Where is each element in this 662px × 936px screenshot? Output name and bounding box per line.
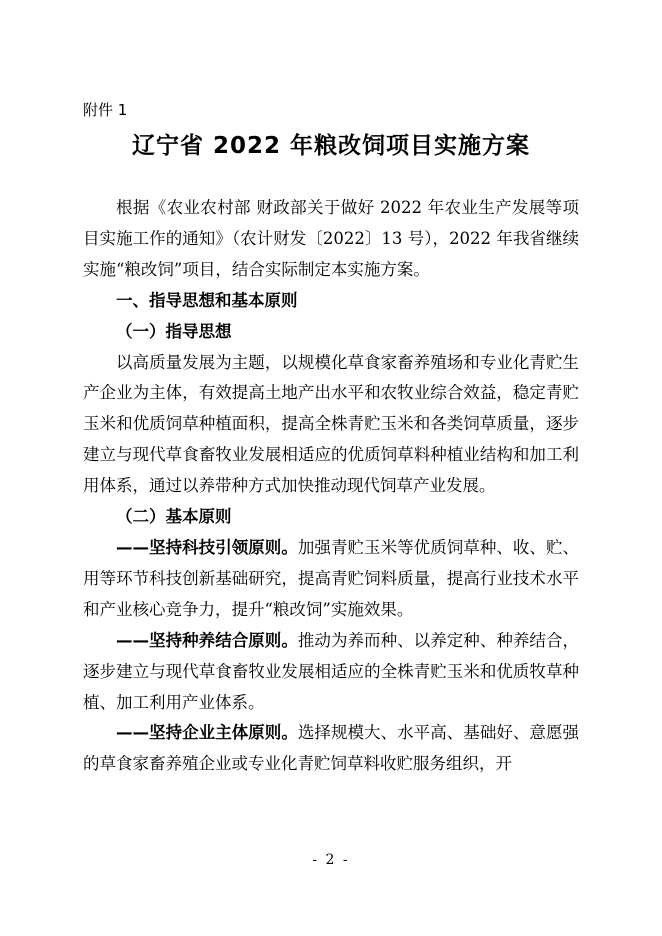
principle-lead: ——坚持科技引领原则。 xyxy=(116,537,298,557)
subsection-heading: （二）基本原则 xyxy=(116,507,232,527)
intro-paragraph: 根据《农业农村部 财政部关于做好 2022 年农业生产发展等项目实施工作的通知》（农计财发〔2022〕13 号），2022 年我省继续实施“粮改饲”项目，结合实际制定本实施方案。 xyxy=(83,198,579,279)
principle-paragraph xyxy=(83,718,579,780)
section-heading: 一、指导思想和基本原则 xyxy=(116,290,298,310)
principle-text: 选择规模大、水平高、基础好、意愿强的草食家畜养殖企业或专业化青贮饲草料收贮服务组织，开 xyxy=(83,723,580,774)
document-title: 辽宁省 2022 年粮改饲项目实施方案 xyxy=(131,133,531,159)
principle-lead: ——坚持种养结合原则。 xyxy=(116,630,298,650)
principle-text: 推动为养而种、以养定种、种养结合，逐步建立与现代草食畜牧业发展相适应的全株青贮玉米和优质牧草种植、加工利用产业体系。 xyxy=(83,630,580,712)
guiding-ideology-paragraph: 以高质量发展为主题，以规模化草食家畜养殖场和专业化青贮生产企业为主体，有效提高土地产出水平和农牧业综合效益，稳定青贮玉米和优质饲草种植面积，提高全株青贮玉米和各类饲草质量，逐步建立与现代草食畜牧业发展相适应的优质饲草料种植业结构和加工利用体系，通过以养带种方式加快推动现代饲草产业发展。 xyxy=(83,352,579,496)
page-number: - 2 - xyxy=(312,852,350,868)
principle-lead: ——坚持企业主体原则。 xyxy=(116,723,298,743)
document-body xyxy=(83,193,579,780)
subsection-heading: （一）指导思想 xyxy=(116,321,232,341)
principle-text: 加强青贮玉米等优质饲草种、收、贮、用等环节科技创新基础研究，提高青贮饲料质量，提高行业技术水平和产业核心竞争力，提升“粮改饲”实施效果。 xyxy=(83,537,580,619)
principle-paragraph xyxy=(83,533,579,626)
principle-paragraph xyxy=(83,626,579,719)
attachment-label: 附件 1 xyxy=(83,101,128,119)
